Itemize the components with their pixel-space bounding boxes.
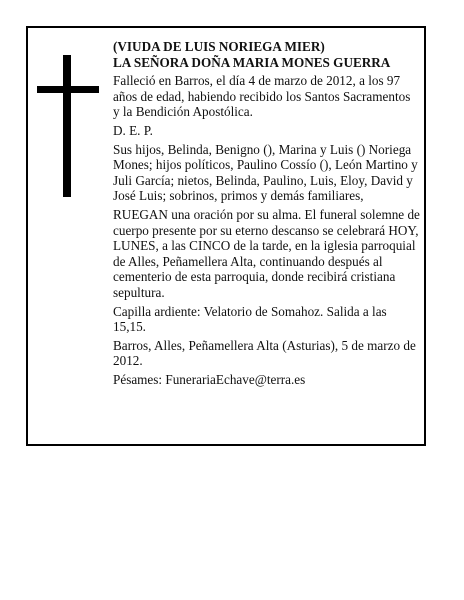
condolences-line: Pésames: FunerariaEchave@terra.es — [113, 371, 306, 387]
place-date-line: Barros, Alles, Peñamellera Alta (Asturias), 5 de marzo de 2012. — [113, 337, 416, 369]
cross-icon — [37, 55, 99, 197]
dep-line: D. E. P. — [113, 122, 153, 138]
deceased-name: LA SEÑORA DOÑA MARIA MONES GUERRA — [113, 54, 391, 70]
obituary-text — [113, 39, 421, 390]
death-details: Falleció en Barros, el día 4 de marzo de 2012, a los 97 años de edad, habiendo recibido los Santos Sacramentos — [113, 73, 411, 104]
blessing-line: y la Bendición Apostólica. — [113, 104, 253, 120]
funeral-paragraph: RUEGAN una oración por su alma. El funeral solemne de cuerpo presente por su eterno descanso se celebrará HOY, LUNES, a las CINCO de la tarde, en la iglesia parroquial de Alles, Peñamellera Alta, continuando después al cementerio de esta parroquia, donde recibirá cristiana sepultura. — [113, 206, 420, 300]
cross-vertical-bar — [63, 55, 71, 197]
widow-line: (VIUDA DE LUIS NORIEGA MIER) — [113, 39, 325, 54]
family-paragraph: Sus hijos, Belinda, Benigno (), Marina y Luis () Noriega Mones; hijos políticos, Paulino Cossío (), León Martino y Juli García; nietos, Belinda, Paulino, Luis, Eloy, David y José Luis; sobrinos, primos y demás familiares, — [113, 141, 418, 204]
chapel-line: Capilla ardiente: Velatorio de Somahoz. Salida a las 15,15. — [113, 303, 387, 335]
cross-horizontal-bar — [37, 86, 99, 93]
